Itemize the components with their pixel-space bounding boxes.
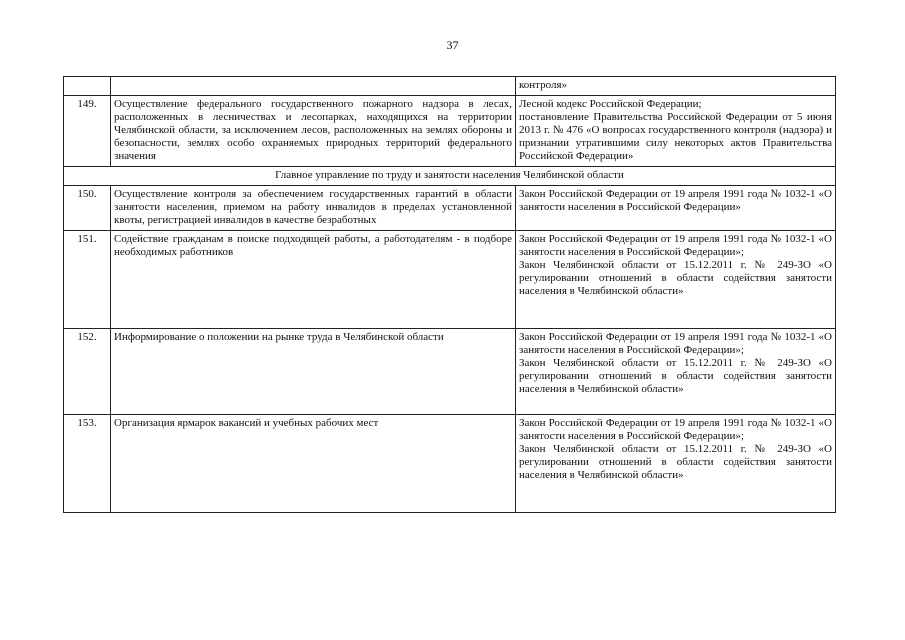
row-legal-basis bbox=[516, 186, 836, 231]
table-row bbox=[64, 329, 836, 415]
legal-act: Закон Челябинской области от 15.12.2011 г. № 249-ЗО «О регулировании отношений в области содействия занятости населения в Челябинской области» bbox=[519, 357, 832, 395]
section-title: Главное управление по труду и занятости населения Челябинской области bbox=[64, 167, 836, 186]
legal-act: Закон Челябинской области от 15.12.2011 г. № 249-ЗО «О регулировании отношений в области содействия занятости населения в Челябинской области» bbox=[519, 259, 832, 297]
table-row bbox=[64, 77, 836, 96]
row-description bbox=[111, 77, 516, 96]
legal-act: Закон Российской Федерации от 19 апреля 1991 года № 1032-1 «О занятости населения в Российской Федерации»; bbox=[519, 331, 832, 356]
row-legal-basis bbox=[516, 329, 836, 415]
row-legal-basis bbox=[516, 415, 836, 513]
table-row bbox=[64, 186, 836, 231]
row-description: Осуществление федерального государственного пожарного надзора в лесах, расположенных в лесничествах и лесопарках, находящихся на территории Челябинской области, за исключением лесов, расположенных на землях обороны и безопасности, землях особо охраняемых природных территорий федерального значения bbox=[111, 96, 516, 167]
regulation-table bbox=[63, 76, 836, 513]
row-legal-basis bbox=[516, 231, 836, 329]
table-row bbox=[64, 96, 836, 167]
table-row bbox=[64, 231, 836, 329]
row-description: Информирование о положении на рынке труда в Челябинской области bbox=[111, 329, 516, 415]
row-number bbox=[64, 77, 111, 96]
row-description: Организация ярмарок вакансий и учебных рабочих мест bbox=[111, 415, 516, 513]
legal-act: Закон Российской Федерации от 19 апреля 1991 года № 1032-1 «О занятости населения в Российской Федерации»; bbox=[519, 417, 832, 442]
section-header-row bbox=[64, 167, 836, 186]
row-number: 149. bbox=[64, 96, 111, 167]
legal-act: Закон Челябинской области от 15.12.2011 г. № 249-ЗО «О регулировании отношений в области содействия занятости населения в Челябинской области» bbox=[519, 443, 832, 481]
legal-act: Закон Российской Федерации от 19 апреля 1991 года № 1032-1 «О занятости населения в Российской Федерации» bbox=[519, 188, 832, 213]
table-row bbox=[64, 415, 836, 513]
legal-act: Лесной кодекс Российской Федерации; bbox=[519, 98, 702, 110]
row-number: 151. bbox=[64, 231, 111, 329]
row-description: Содействие гражданам в поиске подходящей работы, а работодателям - в подборе необходимых работников bbox=[111, 231, 516, 329]
legal-act: Закон Российской Федерации от 19 апреля 1991 года № 1032-1 «О занятости населения в Российской Федерации»; bbox=[519, 233, 832, 258]
page-number: 37 bbox=[446, 38, 459, 52]
row-number: 152. bbox=[64, 329, 111, 415]
row-description: Осуществление контроля за обеспечением государственных гарантий в области занятости населения, приемом на работу инвалидов в пределах установленной квоты, регистрацией инвалидов в качестве безработных bbox=[111, 186, 516, 231]
row-number: 153. bbox=[64, 415, 111, 513]
row-legal-basis bbox=[516, 96, 836, 167]
legal-act: постановление Правительства Российской Федерации от 5 июня 2013 г. № 476 «О вопросах государственного контроля (надзора) и признании утратившими силу некоторых актов Правительства Российской Федерации» bbox=[519, 111, 832, 162]
row-number: 150. bbox=[64, 186, 111, 231]
row-legal-basis: контроля» bbox=[516, 77, 836, 96]
